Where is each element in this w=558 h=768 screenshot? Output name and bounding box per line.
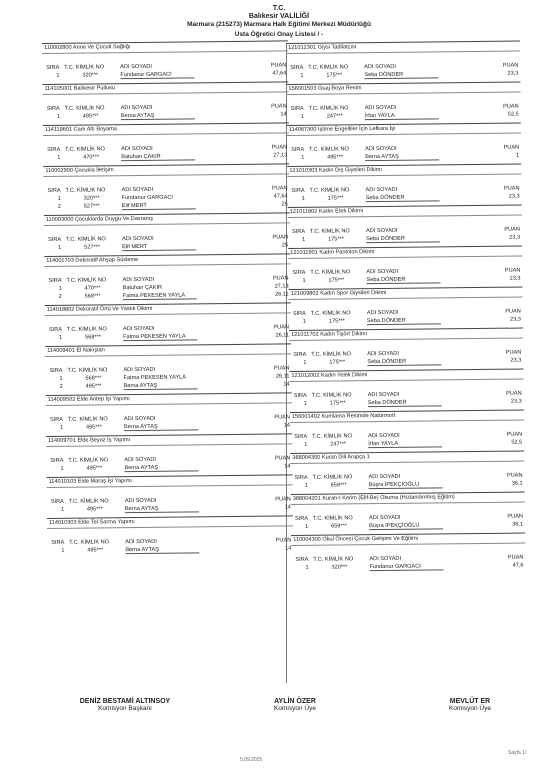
sira-header: SIRA bbox=[47, 187, 61, 194]
puan-header: PUAN bbox=[504, 226, 520, 233]
sira-header: SIRA bbox=[49, 416, 64, 423]
sira-header: SIRA bbox=[47, 146, 61, 153]
course-title: 114105001 Balıkesir Pullusu bbox=[42, 82, 288, 95]
puan-header: PUAN bbox=[503, 103, 519, 110]
tc-header: T.C. KİMLİK NO bbox=[64, 105, 105, 112]
sira-cell: 1 bbox=[300, 72, 304, 79]
tc-cell: 495*** bbox=[327, 154, 344, 161]
sira-header: SIRA bbox=[295, 556, 309, 563]
tc-header: T.C. KİMLİK NO bbox=[66, 326, 107, 333]
sira-cell: 1 bbox=[305, 523, 309, 530]
tc-header: T.C. KİMLİK NO bbox=[308, 105, 349, 112]
course-section bbox=[290, 451, 524, 494]
sira-cell: 1 bbox=[57, 154, 61, 161]
puan-header: PUAN bbox=[507, 554, 524, 561]
course-title: 388004300 Kuran Dili Arapça 1 bbox=[290, 452, 524, 464]
tc-header: T.C. KİMLİK NO bbox=[312, 433, 352, 440]
course-section bbox=[287, 123, 521, 166]
signature-name: DENİZ BESTAMİ ALTINSOY bbox=[79, 698, 171, 705]
tc-cell: 175*** bbox=[326, 72, 343, 79]
sira-header: SIRA bbox=[294, 474, 308, 481]
sira-header: SIRA bbox=[48, 277, 62, 284]
puan-cell: 27,13 bbox=[273, 152, 288, 159]
sira-header: SIRA bbox=[48, 326, 63, 333]
course-title: 114018802 Dekoratif Örtü Ve Yastık Dikimi bbox=[45, 303, 291, 316]
puan-cell: 14 bbox=[283, 381, 290, 388]
tc-header: T.C. KİMLİK NO bbox=[308, 64, 349, 71]
tc-cell: 495*** bbox=[85, 383, 102, 390]
name-cell: Fundanur GARGACI bbox=[369, 563, 421, 571]
course-title: 121011802 Kadın Etek Dikimi bbox=[288, 206, 522, 218]
course-title: 121011901 Kadın Pantolon Dikimi bbox=[288, 247, 522, 259]
puan-cell: 14 bbox=[283, 422, 291, 429]
sira-cell: 1 bbox=[301, 195, 305, 202]
tc-cell: 247*** bbox=[326, 113, 343, 120]
sira-cell: 1 bbox=[56, 72, 60, 79]
puan-header: PUAN bbox=[274, 414, 290, 421]
puan-cell: 26,11 bbox=[275, 332, 290, 339]
course-title: 114009701 Elde Beyaz İş Yapımı bbox=[46, 434, 292, 447]
signature-role: Komisyon Üye bbox=[449, 705, 491, 712]
course-title: 121012002 Kadın Yelek Dikimi bbox=[289, 370, 523, 382]
tc-cell: 320*** bbox=[331, 564, 348, 571]
name-cell: Büşra İPEKÇİOĞLU bbox=[369, 522, 420, 530]
course-section bbox=[43, 163, 289, 215]
tc-header: T.C. KİMLİK NO bbox=[66, 236, 106, 243]
tc-cell: 175*** bbox=[329, 359, 346, 366]
name-cell: Fundanur GARGACI bbox=[121, 194, 173, 202]
name-cell: Berna AYTAŞ bbox=[124, 505, 159, 513]
tc-header: T.C. KİMLİK NO bbox=[309, 146, 349, 153]
name-cell: Fatma PEKESEN YAYLA bbox=[122, 292, 186, 300]
name-header: ADI SOYADI bbox=[122, 235, 154, 243]
sira-header: SIRA bbox=[50, 457, 64, 464]
signature-role: Komisyon Başkanı bbox=[98, 705, 152, 712]
name-header: ADI SOYADI bbox=[367, 391, 400, 399]
puan-cell: 27,13 bbox=[274, 283, 289, 290]
tc-header: T.C. KİMLİK NO bbox=[69, 539, 110, 546]
sira-header: SIRA bbox=[291, 187, 305, 194]
name-cell: Seba DÖNDER bbox=[366, 235, 405, 243]
puan-header: PUAN bbox=[273, 365, 290, 372]
sira-cell: 2 bbox=[59, 383, 63, 390]
sira-header: SIRA bbox=[51, 539, 65, 546]
course-section bbox=[45, 343, 291, 395]
name-cell: Berna AYTAŞ bbox=[123, 423, 158, 431]
name-header: ADI SOYADI bbox=[368, 432, 400, 440]
tc-header: T.C. KİMLİK NO bbox=[312, 474, 353, 481]
sira-cell: 1 bbox=[60, 506, 65, 513]
tc-header: T.C. KİMLİK NO bbox=[65, 187, 106, 194]
name-header: ADI SOYADI bbox=[367, 350, 399, 358]
course-title: 114009401 El Nakışları bbox=[45, 344, 291, 357]
puan-header: PUAN bbox=[273, 324, 290, 331]
name-cell: Berna AYTAŞ bbox=[120, 112, 155, 120]
sira-header: SIRA bbox=[293, 351, 307, 358]
puan-cell: 23,3 bbox=[509, 234, 521, 241]
signature-name: AYLİN ÖZER bbox=[274, 698, 316, 705]
sira-header: SIRA bbox=[292, 269, 306, 276]
sira-cell: 1 bbox=[61, 547, 65, 554]
sira-cell: 1 bbox=[59, 424, 64, 431]
puan-header: PUAN bbox=[506, 390, 522, 397]
name-header: ADI SOYADI bbox=[121, 145, 153, 153]
course-title: 110004300 Okul Öncesi Çocuk Gelişimi Ve Eğitimi bbox=[291, 534, 525, 546]
sira-header: SIRA bbox=[290, 105, 304, 112]
course-section bbox=[290, 410, 524, 453]
puan-header: PUAN bbox=[502, 62, 519, 69]
tc-cell: 659*** bbox=[331, 523, 347, 530]
sira-cell: 1 bbox=[58, 285, 62, 292]
name-cell: Elif MERT bbox=[122, 243, 148, 251]
sira-cell: 1 bbox=[57, 195, 61, 202]
tc-cell: 320*** bbox=[83, 195, 100, 202]
course-title: 114010303 Elde Tel Sarma Yapımı bbox=[47, 516, 293, 529]
course-title: 110003000 Çocuklarda Duygu Ve Davranış bbox=[44, 213, 290, 226]
name-header: ADI SOYADI bbox=[366, 268, 399, 276]
sira-cell: 1 bbox=[302, 318, 307, 325]
header-tc: T.C. bbox=[272, 5, 286, 12]
sira-cell: 1 bbox=[301, 154, 305, 161]
course-title: 114119601 Cam Altı Boyama bbox=[43, 123, 289, 136]
puan-cell: 52,5 bbox=[511, 439, 523, 446]
puan-header: PUAN bbox=[271, 144, 288, 151]
puan-header: PUAN bbox=[271, 185, 288, 192]
puan-header: PUAN bbox=[270, 62, 287, 69]
name-cell: Fundanur GARGACI bbox=[120, 71, 172, 79]
course-section bbox=[42, 40, 288, 84]
course-title: 121011702 Kadın Tişört Dikimi bbox=[289, 329, 523, 341]
course-section bbox=[289, 287, 523, 330]
name-cell: Seba DÖNDER bbox=[367, 399, 407, 407]
name-header: ADI SOYADI bbox=[368, 514, 401, 522]
puan-cell: 23,3 bbox=[509, 275, 521, 282]
tc-header: T.C. KİMLİK NO bbox=[309, 228, 350, 235]
puan-cell: 14 bbox=[284, 463, 291, 470]
puan-header: PUAN bbox=[504, 267, 521, 274]
tc-cell: 568*** bbox=[84, 293, 101, 300]
name-cell: İrfan YAYLA bbox=[368, 440, 399, 448]
puan-cell: 23,3 bbox=[509, 316, 521, 323]
course-section bbox=[44, 253, 290, 305]
name-cell: Seba DÖNDER bbox=[367, 358, 407, 366]
course-section bbox=[291, 533, 525, 576]
tc-header: T.C. KİMLİK NO bbox=[311, 392, 352, 399]
tc-header: T.C. KİMLİK NO bbox=[310, 269, 351, 276]
puan-cell: 26,11 bbox=[275, 373, 290, 380]
tc-header: T.C. KİMLİK NO bbox=[309, 187, 350, 194]
puan-cell: 1 bbox=[516, 152, 520, 159]
sira-header: SIRA bbox=[292, 310, 306, 317]
tc-cell: 495*** bbox=[86, 506, 103, 513]
course-section bbox=[286, 41, 520, 84]
course-section bbox=[287, 164, 521, 207]
tc-cell: 495*** bbox=[87, 547, 104, 554]
name-cell: Fatma PEKESEN YAYLA bbox=[123, 374, 187, 382]
puan-header: PUAN bbox=[507, 513, 524, 520]
tc-header: T.C. KİMLİK NO bbox=[310, 310, 351, 317]
sira-cell: 1 bbox=[303, 359, 307, 366]
puan-cell: 23,3 bbox=[507, 70, 519, 77]
puan-cell: 47,64 bbox=[273, 193, 288, 200]
course-section bbox=[286, 82, 520, 125]
signature-block-chair bbox=[50, 698, 200, 712]
tc-cell: 568*** bbox=[85, 375, 102, 382]
puan-header: PUAN bbox=[506, 472, 523, 479]
sira-cell: 1 bbox=[58, 244, 62, 251]
course-title: 121012301 Giysi Tadilatçısı bbox=[286, 42, 520, 54]
name-cell: Berna AYTAŞ bbox=[124, 464, 159, 472]
name-header: ADI SOYADI bbox=[365, 186, 398, 194]
tc-header: T.C. KİMLİK NO bbox=[64, 64, 105, 71]
puan-header: PUAN bbox=[272, 275, 289, 282]
sira-cell: 1 bbox=[305, 564, 309, 571]
name-header: ADI SOYADI bbox=[124, 497, 157, 505]
tc-cell: 320*** bbox=[82, 72, 99, 79]
signature-block-member-2 bbox=[420, 698, 520, 712]
sira-cell: 1 bbox=[59, 375, 63, 382]
name-cell: Berna AYTAŞ bbox=[365, 153, 399, 161]
puan-cell: 14 bbox=[285, 545, 292, 552]
course-section bbox=[288, 205, 522, 248]
puan-header: PUAN bbox=[272, 234, 289, 241]
sira-cell: 1 bbox=[304, 441, 308, 448]
puan-header: PUAN bbox=[505, 308, 521, 315]
name-cell: Büşra İPEKÇİOĞLU bbox=[368, 481, 420, 489]
course-title: 156001402 Kumlama Resimde Natürmort bbox=[290, 411, 524, 423]
name-header: ADI SOYADI bbox=[122, 325, 155, 333]
course-title: 156001503 Guaj Boya Resim bbox=[286, 83, 520, 95]
name-cell: Seba DÖNDER bbox=[364, 71, 404, 79]
tc-cell: 470*** bbox=[83, 154, 100, 161]
course-title: 121010303 Kadın Dış Giysileri Dikimi bbox=[287, 165, 521, 177]
footer-page: Sayfa 1/ bbox=[508, 750, 527, 756]
name-header: ADI SOYADI bbox=[120, 63, 152, 71]
course-section bbox=[42, 81, 288, 125]
left-column bbox=[42, 40, 293, 559]
name-cell: Berna AYTAŞ bbox=[125, 546, 160, 554]
name-cell: Batuhan ÇAKIR bbox=[121, 153, 161, 161]
puan-header: PUAN bbox=[505, 349, 522, 356]
sira-cell: 2 bbox=[57, 203, 61, 210]
puan-cell: 25 bbox=[281, 242, 289, 249]
tc-cell: 527*** bbox=[83, 203, 100, 210]
puan-header: PUAN bbox=[503, 144, 520, 151]
puan-cell: 23,3 bbox=[508, 193, 520, 200]
name-header: ADI SOYADI bbox=[120, 104, 153, 112]
tc-header: T.C. KİMLİK NO bbox=[311, 351, 352, 358]
name-cell: Seba DÖNDER bbox=[366, 276, 406, 284]
tc-cell: 495*** bbox=[86, 465, 103, 472]
puan-header: PUAN bbox=[271, 103, 287, 110]
sira-cell: 1 bbox=[304, 482, 308, 489]
tc-header: T.C. KİMLİK NO bbox=[67, 416, 108, 423]
signature-name: MEVLÜT ER bbox=[449, 698, 491, 705]
puan-cell: 14 bbox=[280, 111, 287, 118]
tc-cell: 470*** bbox=[84, 285, 101, 292]
name-header: ADI SOYADI bbox=[364, 104, 397, 112]
sira-cell: 1 bbox=[60, 465, 64, 472]
header-governorship: Balıkesir VALİLİĞİ bbox=[248, 13, 310, 20]
puan-header: PUAN bbox=[275, 496, 291, 503]
sira-header: SIRA bbox=[294, 515, 309, 522]
name-header: ADI SOYADI bbox=[123, 366, 156, 374]
tc-header: T.C. KİMLİK NO bbox=[312, 515, 353, 522]
course-title: 114067300 İşitme Engelliler İçin Lefkara İşi bbox=[287, 124, 521, 136]
name-cell: Seba DÖNDER bbox=[366, 317, 406, 325]
tc-cell: 175*** bbox=[328, 277, 345, 284]
document-title: Usta Öğretici Onay Listesi / - bbox=[234, 31, 324, 38]
name-header: ADI SOYADI bbox=[121, 186, 154, 194]
course-section bbox=[46, 392, 292, 436]
name-cell: Batuhan ÇAKIR bbox=[122, 284, 163, 292]
sira-header: SIRA bbox=[291, 146, 305, 153]
puan-header: PUAN bbox=[275, 537, 292, 544]
puan-cell: 36,1 bbox=[512, 521, 524, 528]
puan-cell: 47,6 bbox=[512, 562, 524, 569]
name-cell: Fatma PEKESEN YAYLA bbox=[123, 333, 186, 341]
puan-cell: 14 bbox=[284, 504, 291, 511]
tc-header: T.C. KİMLİK NO bbox=[66, 277, 107, 284]
name-header: ADI SOYADI bbox=[365, 227, 398, 235]
sira-cell: 1 bbox=[303, 400, 307, 407]
tc-header: T.C. KİMLİK NO bbox=[68, 498, 109, 505]
course-section bbox=[45, 302, 291, 346]
sira-cell: 1 bbox=[56, 113, 60, 120]
puan-cell: 47,64 bbox=[272, 70, 287, 77]
tc-header: T.C. KİMLİK NO bbox=[65, 146, 105, 153]
name-header: ADI SOYADI bbox=[368, 473, 401, 481]
tc-cell: 495*** bbox=[85, 424, 102, 431]
name-cell: Seba DÖNDER bbox=[365, 194, 405, 202]
tc-cell: 247*** bbox=[330, 441, 347, 448]
puan-cell: 23,3 bbox=[510, 357, 522, 364]
course-title: 388004201 Kuran-I Kerim (Elif-Be) Okuma (Hızlandırılmış Eğitim) bbox=[291, 493, 525, 505]
header-institution: Marmara (215273) Marmara Halk Eğitimi Merkezi Müdürlüğü bbox=[187, 21, 371, 28]
sira-header: SIRA bbox=[290, 64, 304, 71]
tc-header: T.C. KİMLİK NO bbox=[313, 556, 354, 563]
sira-cell: 1 bbox=[300, 113, 304, 120]
course-section bbox=[43, 122, 289, 166]
puan-cell: 25 bbox=[281, 201, 288, 208]
course-section bbox=[46, 433, 292, 477]
tc-cell: 175*** bbox=[329, 400, 346, 407]
tc-cell: 527*** bbox=[84, 244, 101, 251]
puan-header: PUAN bbox=[503, 185, 520, 192]
name-header: ADI SOYADI bbox=[124, 456, 157, 464]
course-section bbox=[47, 515, 293, 559]
course-title: 110002800 Anne Ve Çocuk Sağlığı bbox=[42, 41, 288, 54]
tc-cell: 495*** bbox=[82, 113, 99, 120]
puan-cell: 26,11 bbox=[275, 291, 289, 298]
sira-header: SIRA bbox=[49, 367, 63, 374]
sira-header: SIRA bbox=[46, 105, 60, 112]
course-title: 121009802 Kadın Spor Giysileri Dikimi bbox=[289, 288, 523, 300]
sira-header: SIRA bbox=[293, 392, 307, 399]
name-cell: Berna AYTAŞ bbox=[123, 382, 158, 390]
name-header: ADI SOYADI bbox=[365, 145, 397, 153]
course-title: 114001703 Dekoratif Ahşap Süsleme bbox=[44, 254, 290, 267]
course-title: 114009502 Elde Antep İşi Yapımı bbox=[46, 393, 292, 406]
sira-header: SIRA bbox=[46, 64, 60, 71]
course-section bbox=[47, 474, 293, 518]
sira-cell: 2 bbox=[58, 293, 62, 300]
tc-cell: 568*** bbox=[85, 334, 101, 341]
name-cell: Elif MERT bbox=[121, 202, 147, 210]
name-header: ADI SOYADI bbox=[123, 415, 156, 423]
name-header: ADI SOYADI bbox=[122, 276, 155, 284]
course-section bbox=[291, 492, 525, 535]
tc-header: T.C. KİMLİK NO bbox=[68, 457, 109, 464]
sira-cell: 1 bbox=[302, 236, 306, 243]
course-section bbox=[44, 212, 290, 256]
tc-cell: 659*** bbox=[330, 482, 347, 489]
course-section bbox=[288, 246, 522, 289]
name-header: ADI SOYADI bbox=[364, 63, 396, 71]
name-cell: İrfan YAYLA bbox=[364, 112, 395, 120]
sira-cell: 1 bbox=[302, 277, 306, 284]
name-header: ADI SOYADI bbox=[366, 309, 399, 317]
footer-date: 5.09.2025 bbox=[240, 757, 263, 763]
name-header: ADI SOYADI bbox=[125, 538, 157, 546]
puan-cell: 36,1 bbox=[511, 480, 523, 487]
tc-cell: 175*** bbox=[328, 236, 344, 243]
course-title: 114010103 Elde Maraş İşi Yapımı bbox=[47, 475, 293, 488]
course-section bbox=[289, 328, 523, 371]
sira-header: SIRA bbox=[50, 498, 64, 505]
puan-cell: 52,5 bbox=[507, 111, 519, 118]
tc-header: T.C. KİMLİK NO bbox=[67, 367, 108, 374]
puan-cell: 23,3 bbox=[510, 398, 522, 405]
tc-cell: 175*** bbox=[327, 195, 344, 202]
signature-block-member-1 bbox=[240, 698, 350, 712]
signature-role: Komisyon Üye bbox=[274, 705, 316, 712]
sira-header: SIRA bbox=[291, 228, 306, 235]
sira-header: SIRA bbox=[48, 236, 62, 243]
right-column bbox=[283, 41, 526, 576]
sira-header: SIRA bbox=[294, 433, 308, 440]
puan-header: PUAN bbox=[506, 431, 523, 438]
course-section bbox=[289, 369, 523, 412]
puan-header: PUAN bbox=[274, 455, 291, 462]
course-title: 110002900 Çocukla İletişim bbox=[43, 164, 289, 177]
name-header: ADI SOYADI bbox=[369, 555, 402, 563]
sira-cell: 1 bbox=[59, 334, 63, 341]
tc-cell: 175*** bbox=[328, 318, 345, 325]
